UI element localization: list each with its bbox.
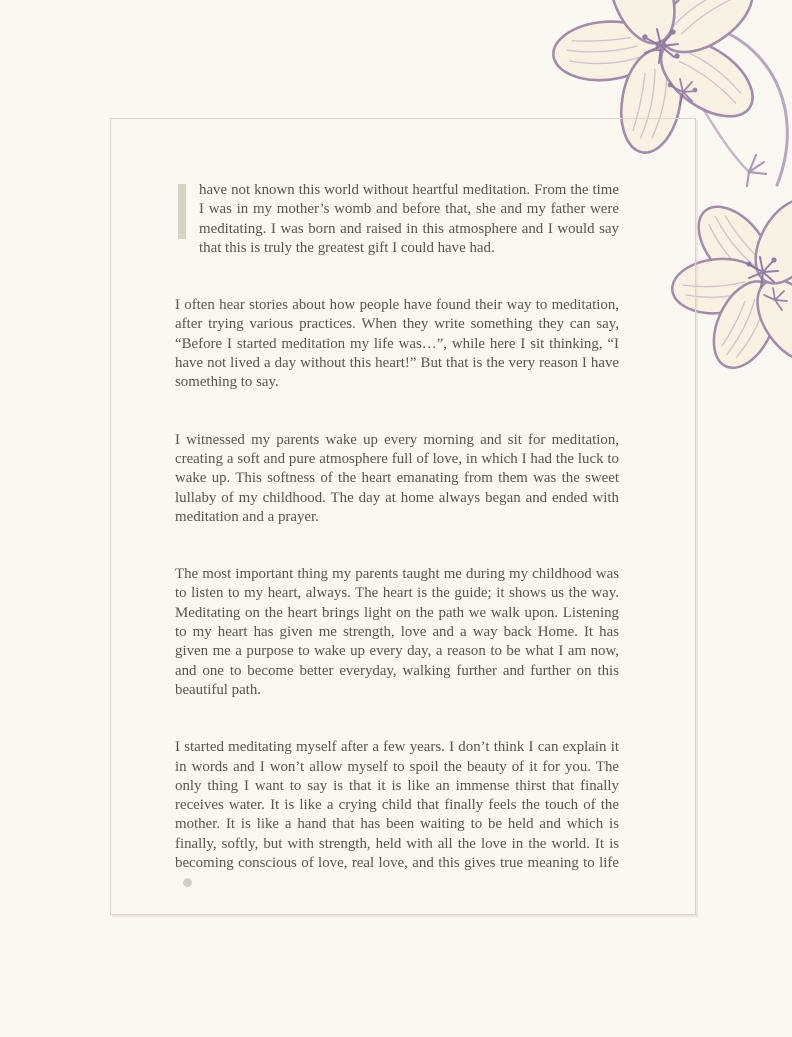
article-paragraph [175,181,619,258]
dropcap-letter-i [178,184,186,239]
paragraph-text: I started meditating myself after a few years. I don’t think I can explain it in words and I won’t allow myself to spoil the beauty of it for you. The only thing I want to say is that it is like an immense thirst that finally receives water. It is like a crying child that finally feels the touch of the mother. It is like a hand that has been waiting to be held and which is finally, softly, but with strength, held with all the love in the world. It is becoming conscious of love, real love, and this gives true meaning to life [175,739,619,872]
article-frame [110,118,696,915]
paragraph-text: I often hear stories about how people have found their way to meditation, after trying various practices. When they write something they can say, “Before I started meditation my life was…”, while here I sit thinking, “I have not lived a day without this heart!” But that is the very reason I have something to say. [175,297,619,391]
article-paragraph [175,296,619,392]
flower-sepals [747,155,766,186]
paragraph-text: have not known this world without heartful meditation. From the time I was in my mother’s womb and before that, she and my father were meditating. I was born and raised in this atmosphere and I would say that this is truly the greatest gift I could have had. [199,182,619,256]
article-paragraph [175,565,619,700]
end-of-article-dot [183,878,192,887]
article-paragraph [175,431,619,527]
paragraph-text: I witnessed my parents wake up every morning and sit for meditation, creating a soft and pure atmosphere full of love, in which I had the luck to wake up. This softness of the heart emanating from them was the sweet lullaby of my childhood. The day at home always began and ended with meditation and a prayer. [175,431,619,525]
article-body [175,181,619,893]
paragraph-text: The most important thing my parents taught me during my childhood was to listen to my heart, always. The heart is the guide; it shows us the way. Meditating on the heart brings light on the path we walk upon. Listening to my heart has given me strength, love and a way back Home. It has given me a purpose to wake up every day, a reason to be what I am now, and one to become better everyday, walking further and further on this beautiful path. [175,566,619,698]
article-paragraph [175,738,619,892]
